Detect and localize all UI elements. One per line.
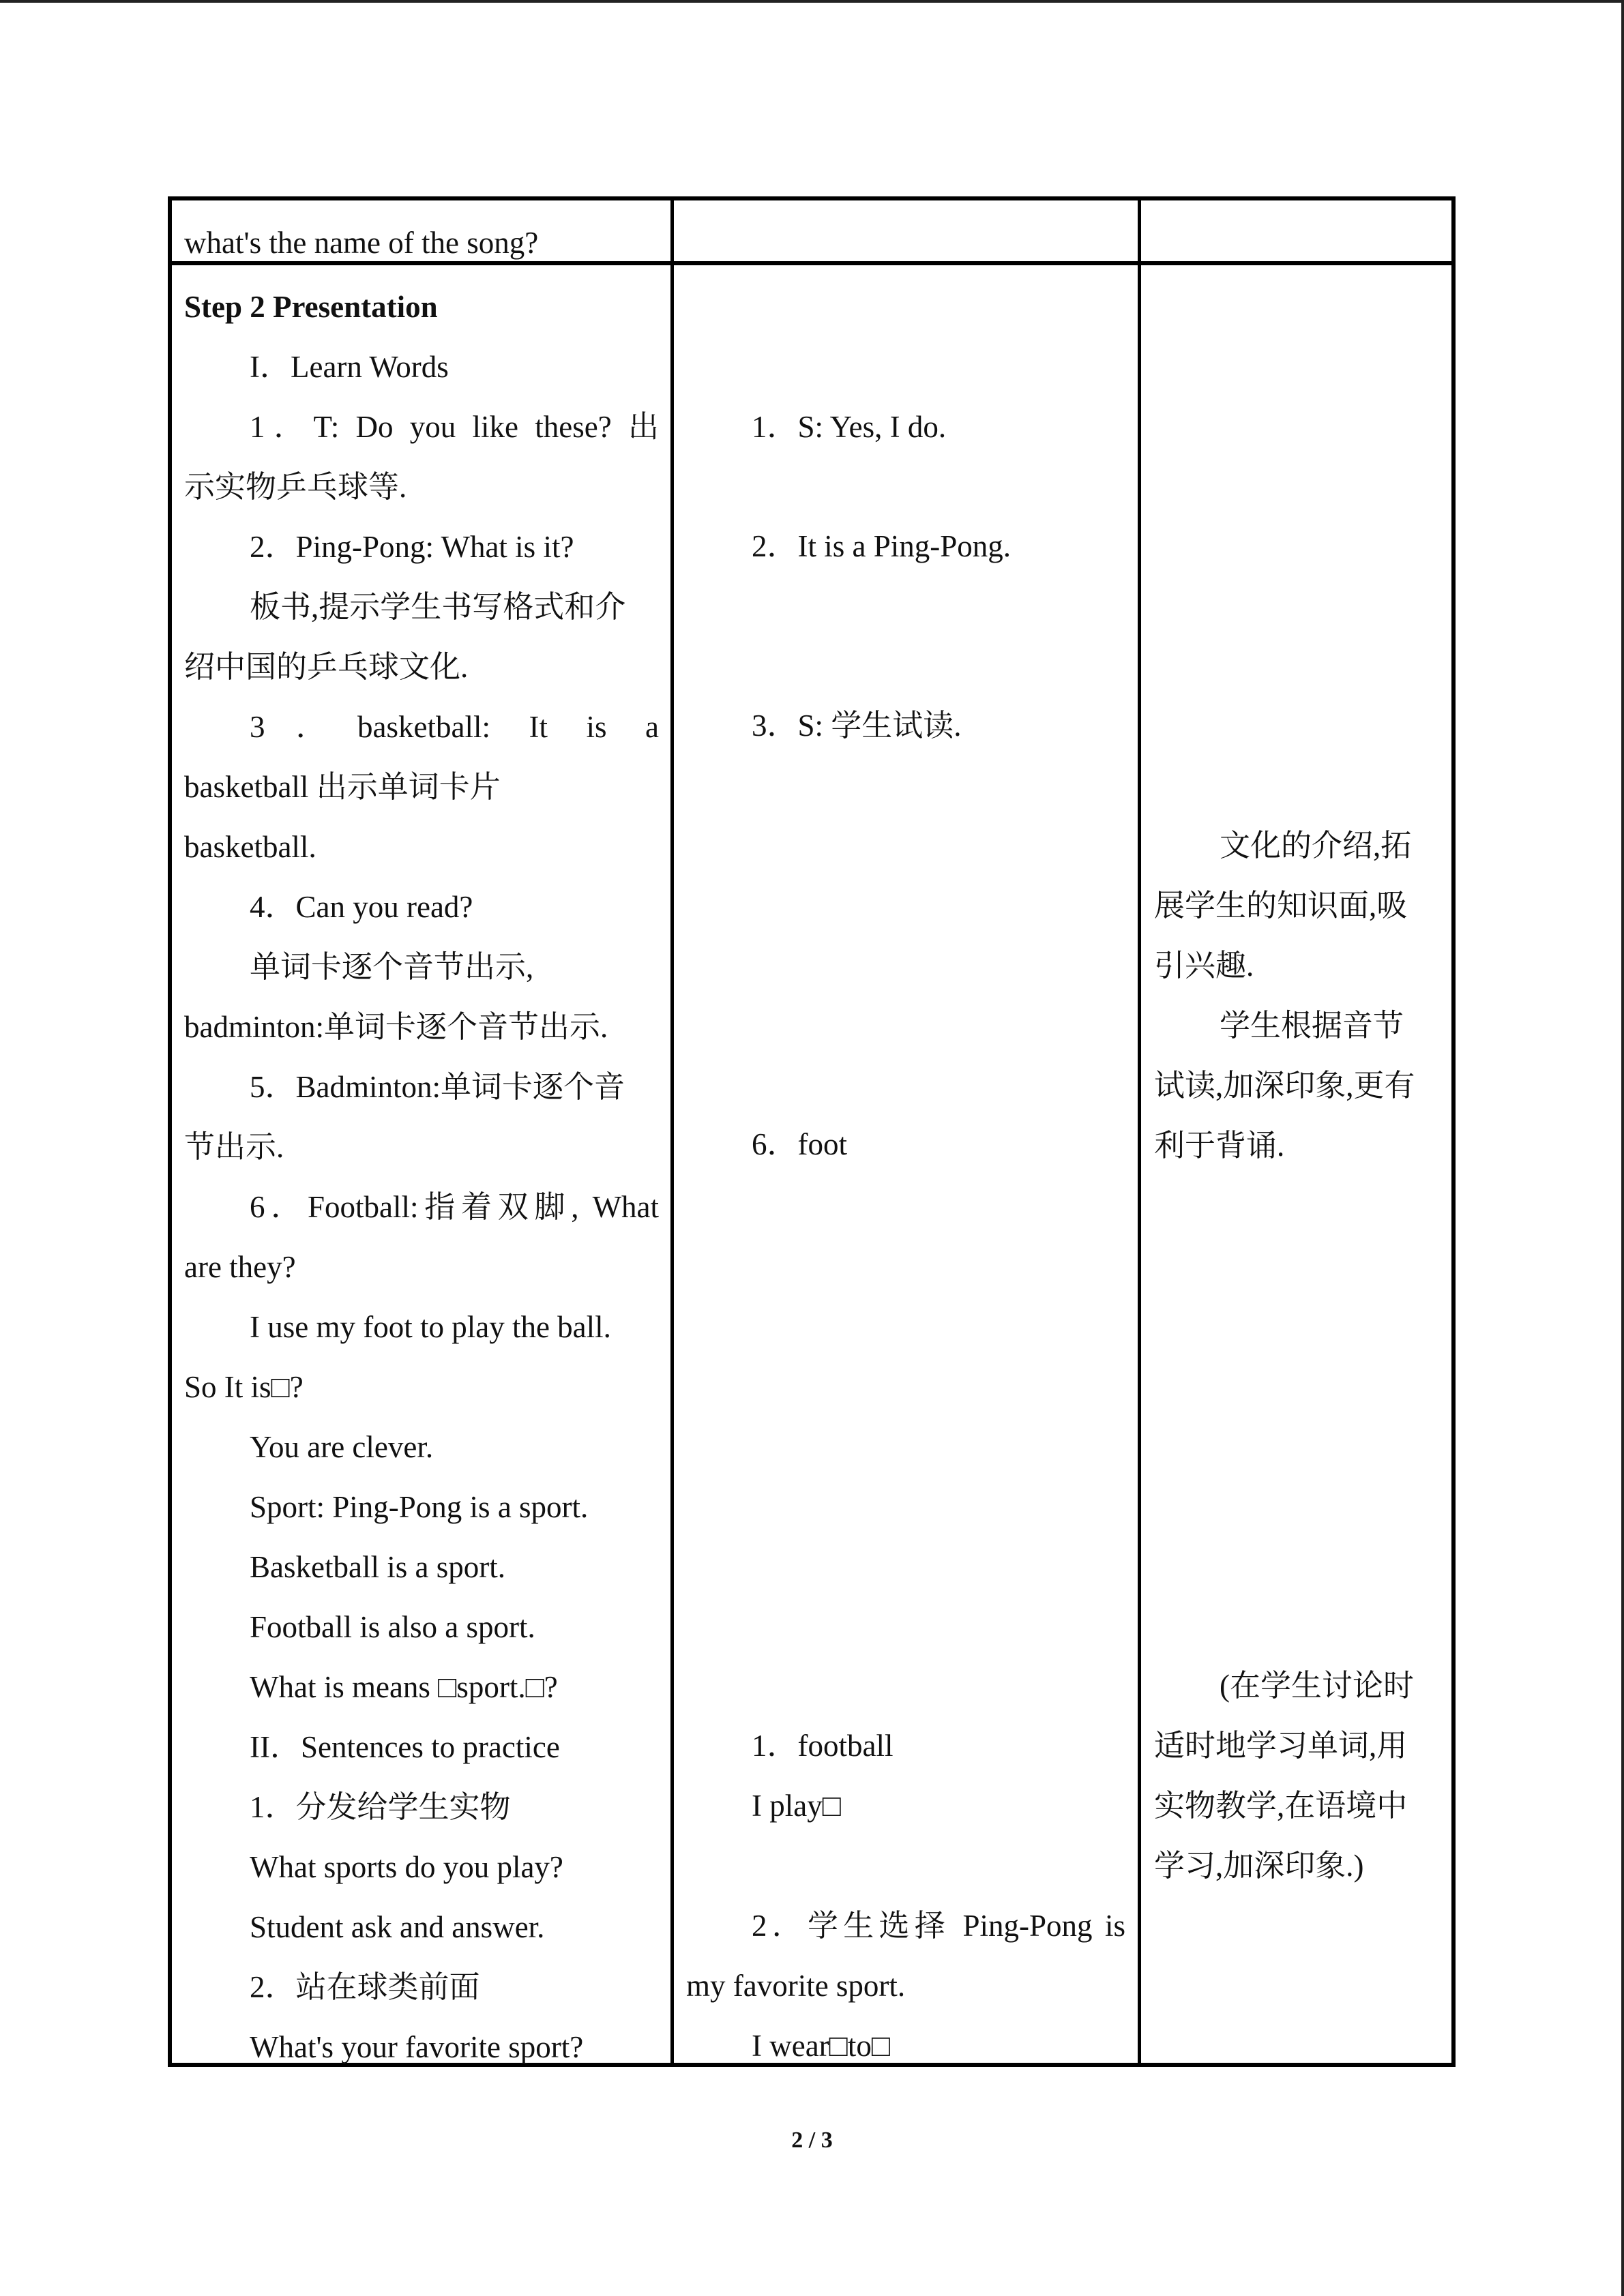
student-activity-cell bbox=[686, 397, 1125, 457]
teacher-line bbox=[184, 397, 659, 457]
student-activity-cell bbox=[686, 696, 1125, 756]
student-activity-cell bbox=[686, 516, 1125, 576]
teacher-line: 节出示. bbox=[184, 1130, 284, 1164]
design-intent-line: 适时地学习单词,用 bbox=[1154, 1729, 1408, 1763]
design-intent-cell bbox=[1154, 1656, 1441, 1896]
student-text: is bbox=[1105, 1909, 1126, 1943]
student-activity-cell bbox=[686, 1896, 1125, 2076]
teacher-line: What is means □sport.□? bbox=[250, 1670, 558, 1704]
teacher-line: I use my foot to play the ball. bbox=[250, 1310, 611, 1344]
teacher-text: 6．Football:指着双脚, bbox=[250, 1190, 579, 1224]
teacher-line: 4．Can you read? bbox=[250, 890, 473, 924]
design-intent-cell bbox=[1154, 816, 1441, 1176]
teacher-line: 1．分发给学生实物 bbox=[250, 1790, 511, 1824]
teacher-text: 1．T: Do you like these? bbox=[250, 410, 612, 444]
teacher-line: Football is also a sport. bbox=[250, 1610, 535, 1644]
teacher-line: 板书,提示学生书写格式和介 bbox=[250, 590, 626, 624]
teacher-line bbox=[184, 697, 659, 757]
student-line: 6．foot bbox=[752, 1127, 847, 1161]
design-intent-line: 学生根据音节 bbox=[1220, 1009, 1404, 1043]
teacher-line: basketball. bbox=[184, 830, 316, 864]
teacher-text: It bbox=[529, 710, 548, 744]
teacher-line: 5．Badminton:单词卡逐个音 bbox=[250, 1070, 625, 1104]
teacher-text: What bbox=[592, 1190, 660, 1224]
student-activity-cell bbox=[686, 1114, 1125, 1174]
section-heading: II．Sentences to practice bbox=[250, 1730, 560, 1764]
student-line: 1．football bbox=[752, 1729, 894, 1763]
teacher-line: So It is□? bbox=[184, 1370, 304, 1404]
teacher-line: You are clever. bbox=[250, 1430, 434, 1464]
teacher-line: 绍中国的乒乓球文化. bbox=[184, 650, 469, 684]
table-border-left bbox=[168, 196, 172, 2067]
design-intent-line: 文化的介绍,拓 bbox=[1220, 829, 1412, 863]
teacher-line: 示实物乒乓球等. bbox=[184, 470, 407, 504]
student-line: 3．S: 学生试读. bbox=[752, 709, 962, 743]
teacher-line: What sports do you play? bbox=[250, 1850, 563, 1884]
design-intent-line: 试读,加深印象,更有 bbox=[1154, 1069, 1415, 1103]
section-heading: I．Learn Words bbox=[250, 350, 449, 384]
design-intent-line: 展学生的知识面,吸 bbox=[1154, 889, 1408, 923]
student-line: I play□ bbox=[752, 1789, 841, 1823]
teacher-text: is bbox=[586, 710, 607, 744]
design-intent-line: 引兴趣. bbox=[1154, 949, 1254, 983]
teacher-line: 2．站在球类前面 bbox=[250, 1970, 480, 2004]
teacher-line: Basketball is a sport. bbox=[250, 1550, 505, 1584]
page-number: 2 / 3 bbox=[791, 2128, 833, 2153]
step-heading: Step 2 Presentation bbox=[184, 290, 438, 324]
teacher-line: Sport: Ping-Pong is a sport. bbox=[250, 1490, 589, 1524]
teacher-line: 单词卡逐个音节出示, bbox=[250, 950, 534, 984]
teacher-line: What's your favorite sport? bbox=[250, 2030, 584, 2064]
student-line bbox=[686, 1896, 1125, 1956]
design-intent-line: 实物教学,在语境中 bbox=[1154, 1789, 1408, 1823]
student-line: my favorite sport. bbox=[686, 1969, 906, 2003]
teacher-text: 出 bbox=[628, 410, 659, 444]
row1-col1-cell bbox=[184, 213, 662, 273]
teacher-text: 3．basketball: bbox=[250, 710, 490, 744]
student-line: 2．It is a Ping-Pong. bbox=[752, 529, 1012, 563]
design-intent-line: 学习,加深印象.) bbox=[1154, 1849, 1364, 1883]
teacher-line: Student ask and answer. bbox=[250, 1910, 545, 1944]
teacher-activity-cell bbox=[184, 277, 659, 2077]
table-column-divider-2 bbox=[1138, 196, 1141, 2067]
table-border-right bbox=[1451, 196, 1456, 2067]
song-question: what's the name of the song? bbox=[184, 226, 539, 260]
design-intent-line: (在学生讨论时 bbox=[1220, 1669, 1414, 1703]
design-intent-line: 利于背诵. bbox=[1154, 1129, 1285, 1163]
teacher-line bbox=[184, 1177, 659, 1237]
table-column-divider-1 bbox=[670, 196, 674, 2067]
teacher-text: a bbox=[645, 710, 660, 744]
teacher-line: 2．Ping-Pong: What is it? bbox=[250, 530, 574, 564]
student-activity-cell bbox=[686, 1716, 1125, 1836]
student-line: 1．S: Yes, I do. bbox=[752, 410, 947, 444]
table-border-top bbox=[168, 196, 1456, 200]
teacher-line: basketball 出示单词卡片 bbox=[184, 770, 501, 804]
student-text: 2．学生选择 Ping-Pong bbox=[752, 1909, 1093, 1943]
teacher-line: are they? bbox=[184, 1250, 296, 1284]
student-line: I wear□to□ bbox=[752, 2029, 891, 2063]
teacher-line: badminton:单词卡逐个音节出示. bbox=[184, 1010, 608, 1044]
